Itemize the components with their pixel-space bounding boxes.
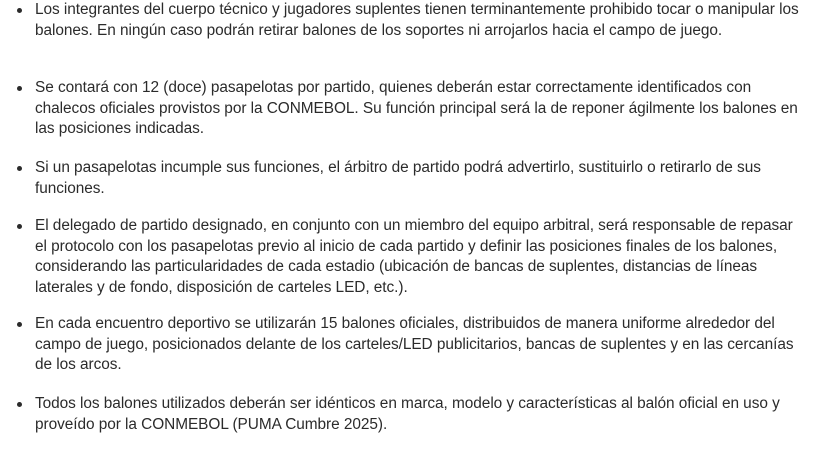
bullet-icon	[17, 8, 22, 13]
bullet-icon	[17, 402, 22, 407]
bullet-icon	[17, 224, 22, 229]
rule-item	[35, 394, 805, 435]
rule-item	[35, 0, 805, 41]
rule-text: Se contará con 12 (doce) pasapelotas por partido, quienes deberán estar correctamente identificados con chalecos oficiales provistos por la CONMEBOL. Su función principal será la de reponer ágilmente los balones en las posiciones indicadas.	[35, 79, 798, 137]
rule-text: Todos los balones utilizados deberán ser idénticos en marca, modelo y características al balón oficial en uso y proveído por la CONMEBOL (PUMA Cumbre 2025).	[35, 395, 780, 433]
rule-text: Los integrantes del cuerpo técnico y jugadores suplentes tienen terminantemente prohibido tocar o manipular los balones. En ningún caso podrán retirar balones de los soportes ni arrojarlos hacia el campo de juego.	[35, 1, 799, 39]
bullet-icon	[17, 322, 22, 327]
rule-item	[35, 314, 805, 376]
rule-text: El delegado de partido designado, en conjunto con un miembro del equipo arbitral, será responsable de repasar el protocolo con los pasapelotas previo al inicio de cada partido y definir las posiciones finales de los balones, considerando las particularidades de cada estadio (ubicación de bancas de suplentes, distancias de líneas laterales y de fondo, disposición de carteles LED, etc.).	[35, 217, 793, 296]
rule-text: En cada encuentro deportivo se utilizarán 15 balones oficiales, distribuidos de manera uniforme alrededor del campo de juego, posicionados delante de los carteles/LED publicitarios, bancas de suplentes y en las cercanías de los arcos.	[35, 315, 794, 373]
rule-text: Si un pasapelotas incumple sus funciones, el árbitro de partido podrá advertirlo, sustituirlo o retirarlo de sus funciones.	[35, 159, 761, 197]
rule-item	[35, 216, 805, 298]
bullet-icon	[17, 166, 22, 171]
bullet-icon	[17, 86, 22, 91]
rule-item	[35, 158, 805, 199]
rule-item	[35, 78, 805, 140]
